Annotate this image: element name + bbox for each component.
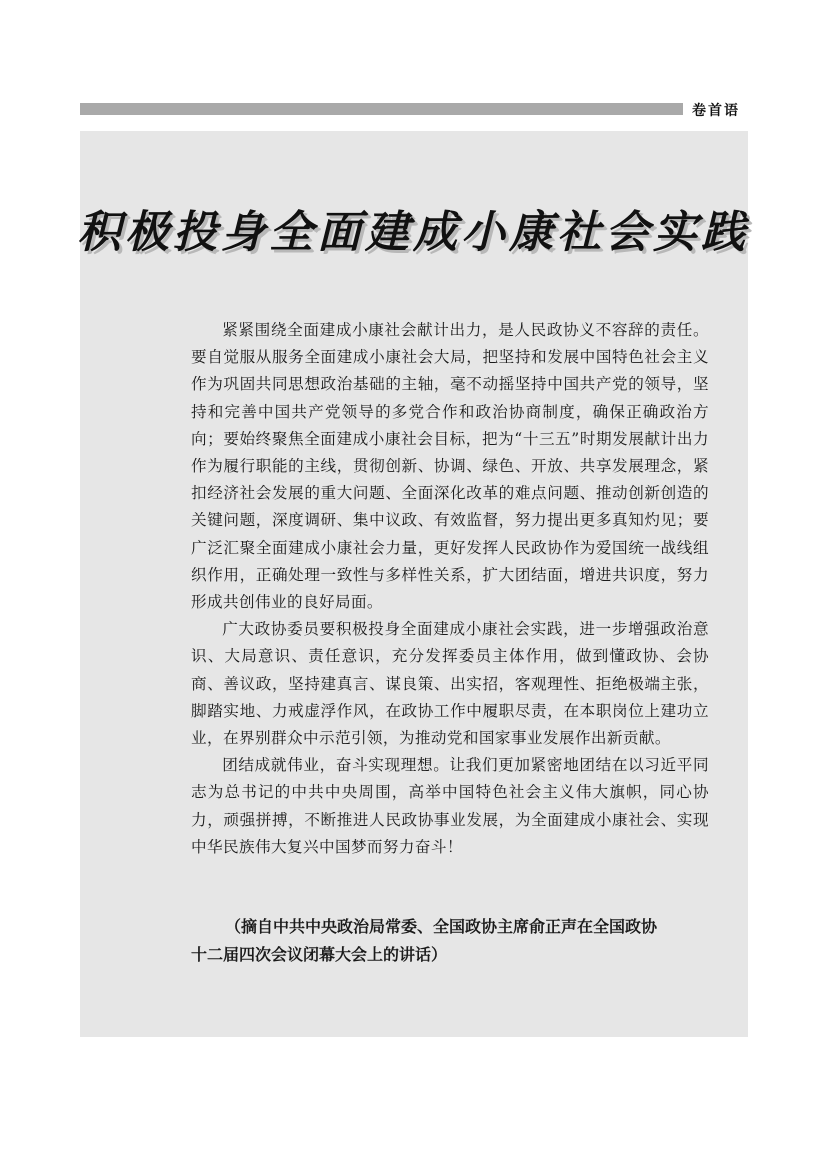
body-paragraph-3: 团结成就伟业，奋斗实现理想。让我们更加紧密地团结在以习近平同志为总书记的中共中央周围，高举中国特色社会主义伟大旗帜，同心协力，顽强拼搏，不断推进人民政协事业发展，为全面建成小康社会、实现中华民族伟大复兴中国梦而努力奋斗！	[191, 756, 709, 856]
source-citation-line-1: （摘自中共中央政治局常委、全国政协主席俞正声在全国政协	[225, 917, 658, 936]
body-paragraph-1: 紧紧围绕全面建成小康社会献计出力，是人民政协义不容辞的责任。要自觉服从服务全面建成小康社会大局，把坚持和发展中国特色社会主义作为巩固共同思想政治基础的主轴，毫不动摇坚持中国共产党的领导，坚持和完善中国共产党领导的多党合作和政治协商制度，确保正确政治方向；要始终聚焦全面建成小康社会目标，把为“十三五”时期发展献计出力作为履行职能的主线，贯彻创新、协调、绿色、开放、共享发展理念，紧扣经济社会发展的重大问题、全面深化改革的难点问题、推动创新创造的关键问题，深度调研、集中议政、有效监督，努力提出更多真知灼见；要广泛汇聚全面建成小康社会力量，更好发挥人民政协作为爱国统一战线组织作用，正确处理一致性与多样性关系，扩大团结面，增进共识度，努力形成共创伟业的良好局面。	[191, 321, 709, 612]
body-paragraph-2: 广大政协委员要积极投身全面建成小康社会实践，进一步增强政治意识、大局意识、责任意识，充分发挥委员主体作用，做到懂政协、会协商、善议政，坚持建真言、谋良策、出实招，客观理性、拒绝极端主张，脚踏实地、力戒虚浮作风，在政协工作中履职尽责，在本职岗位上建功立业，在界别群众中示范引领，为推动党和国家事业发展作出新贡献。	[191, 620, 709, 748]
header-rule-bar	[80, 103, 683, 115]
page-title: 积极投身全面建成小康社会实践	[77, 207, 749, 258]
source-citation-line-2: 十二届四次会议闭幕大会上的讲话）	[191, 945, 448, 964]
source-citation	[191, 913, 711, 969]
article-body	[191, 317, 709, 861]
section-label: 卷首语	[692, 103, 740, 119]
